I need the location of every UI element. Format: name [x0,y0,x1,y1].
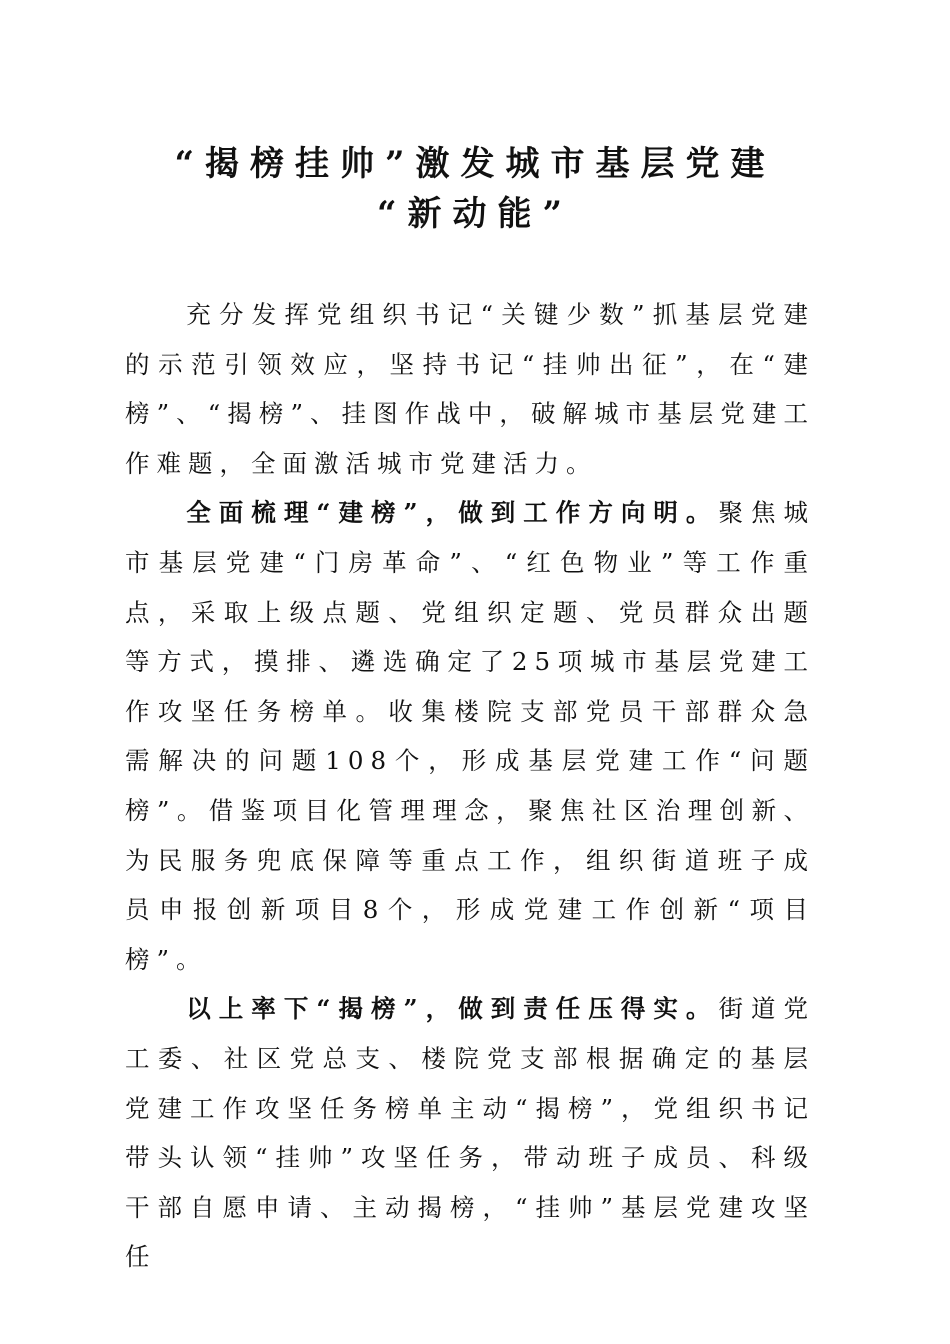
paragraph-build-list [125,488,815,984]
document-title-line-1: “揭榜挂帅”激发城市基层党建 [174,144,776,184]
paragraph-intro [125,290,815,488]
paragraph-take-list [125,984,815,1282]
paragraph-text: 充分发挥党组织书记“关键少数”抓基层党建的示范引领效应，坚持书记“挂帅出征”，在“建榜”、“揭榜”、挂图作战中，破解城市基层党建工作难题，全面激活城市党建活力。 [125,300,815,478]
paragraph-lead: 全面梳理“建榜”，做到工作方向明。 [186,498,719,528]
paragraph-text: 聚焦城市基层党建“门房革命”、“红色物业”等工作重点，采取上级点题、党组织定题、党员群众出题等方式，摸排、遴选确定了25项城市基层党建工作攻坚任务榜单。收集楼院支部党员干部群众急需解决的问题108个，形成基层党建工作“问题榜”。借鉴项目化管理理念，聚焦社区治理创新、为民服务兜底保障等重点工作，组织街道班子成员申报创新项目8个，形成党建工作创新“项目榜”。 [125,498,815,974]
paragraph-text: 街道党工委、社区党总支、楼院党支部根据确定的基层党建工作攻坚任务榜单主动“揭榜”，党组织书记带头认领“挂帅”攻坚任务，带动班子成员、科级干部自愿申请、主动揭榜，“挂帅”基层党建攻坚任 [125,994,815,1272]
document-title-line-2: “新动能” [376,194,574,234]
paragraph-lead: 以上率下“揭榜”，做到责任压得实。 [186,994,719,1024]
document-body [125,290,815,1282]
